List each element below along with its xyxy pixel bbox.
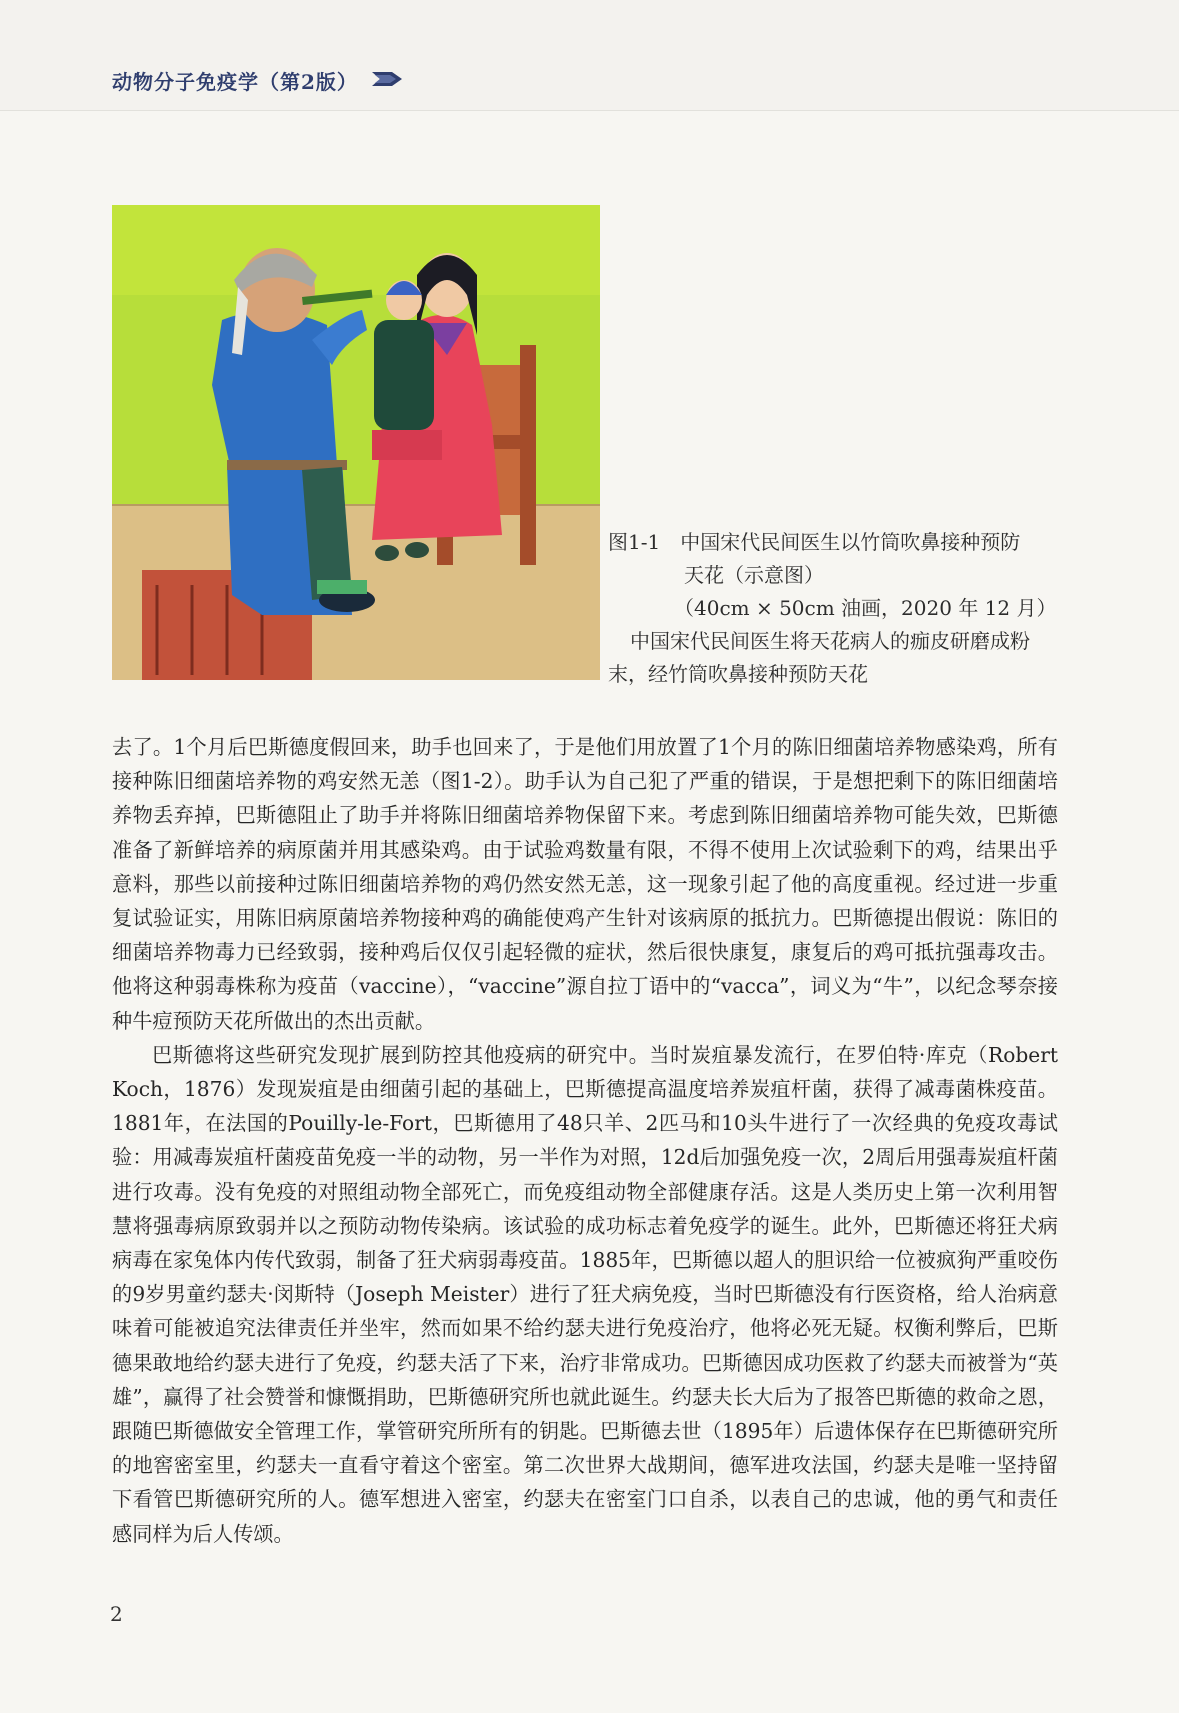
page-number: 2 (110, 1602, 123, 1626)
body-paragraph-1: 去了。1个月后巴斯德度假回来，助手也回来了，于是他们用放置了1个月的陈旧细菌培养物感染鸡，所有接种陈旧细菌培养物的鸡安然无恙（图1-2）。助手认为自己犯了严重的错误，于是想把剩下的陈旧细菌培养物丢弃掉，巴斯德阻止了助手并将陈旧细菌培养物保留下来。考虑到陈旧细菌培养物可能失效，巴斯德准备了新鲜培养的病原菌并用其感染鸡。由于试验鸡数量有限，不得不使用上次试验剩下的鸡，结果出乎意料，那些以前接种过陈旧细菌培养物的鸡仍然安然无恙，这一现象引起了他的高度重视。经过进一步重复试验证实，用陈旧病原菌培养物接种鸡的确能使鸡产生针对该病原的抵抗力。巴斯德提出假说：陈旧的细菌培养物毒力已经致弱，接种鸡后仅仅引起轻微的症状，然后很快康复，康复后的鸡可抵抗强毒攻击。他将这种弱毒株称为疫苗（vaccine），“vaccine”源自拉丁语中的“vacca”，词义为“牛”，以纪念琴奈接种牛痘预防天花所做出的杰出贡献。 (112, 735, 1058, 1033)
body-text (112, 730, 1058, 1551)
figure-painting (112, 205, 600, 680)
figure-number: 图1-1 (608, 530, 661, 554)
running-header (0, 0, 1179, 111)
caption-medium: （40cm × 50cm 油画，2020 年 12 月） (674, 596, 1057, 620)
caption-description-line2: 末，经竹筒吹鼻接种预防天花 (608, 662, 868, 686)
caption-description-line1: 中国宋代民间医生将天花病人的痂皮研磨成粉 (630, 629, 1030, 653)
caption-title-line1: 中国宋代民间医生以竹筒吹鼻接种预防 (680, 530, 1021, 554)
body-paragraph-2: 巴斯德将这些研究发现扩展到防控其他疫病的研究中。当时炭疽暴发流行，在罗伯特·库克（Robert Koch，1876）发现炭疽是由细菌引起的基础上，巴斯德提高温度培养炭疽杆菌，获得了减毒菌株疫苗。1881年，在法国的Pouilly-le-Fort，巴斯德用了48只羊、2匹马和10头牛进行了一次经典的免疫攻毒试验：用减毒炭疽杆菌疫苗免疫一半的动物，另一半作为对照，12d后加强免疫一次，2周后用强毒炭疽杆菌进行攻毒。没有免疫的对照组动物全部死亡，而免疫组动物全部健康存活。这是人类历史上第一次利用智慧将强毒病原致弱并以之预防动物传染病。该试验的成功标志着免疫学的诞生。此外，巴斯德还将狂犬病病毒在家兔体内传代致弱，制备了狂犬病弱毒疫苗。1885年，巴斯德以超人的胆识给一位被疯狗严重咬伤的9岁男童约瑟夫·闵斯特（Joseph Meister）进行了狂犬病免疫，当时巴斯德没有行医资格，给人治病意味着可能被追究法律责任并坐牢，然而如果不给约瑟夫进行免疫治疗，他将必死无疑。权衡利弊后，巴斯德果敢地给约瑟夫进行了免疫，约瑟夫活了下来，治疗非常成功。巴斯德因成功医救了约瑟夫而被誉为“英雄”，赢得了社会赞誉和慷慨捐助，巴斯德研究所也就此诞生。约瑟夫长大后为了报答巴斯德的救命之恩，跟随巴斯德做安全管理工作，掌管研究所所有的钥匙。巴斯德去世（1895年）后遗体保存在巴斯德研究所的地窖密室里，约瑟夫一直看守着这个密室。第二次世界大战期间，德军进攻法国，约瑟夫是唯一坚持留下看管巴斯德研究所的人。德军想进入密室，约瑟夫在密室门口自杀，以表自己的忠诚，他的勇气和责任感同样为后人传颂。 (112, 1042, 1058, 1546)
figure-caption (608, 526, 1068, 691)
book-title: 动物分子免疫学（第2版） (112, 70, 358, 94)
caption-title-line2: 天花（示意图） (684, 563, 824, 587)
chevron-right-icon (372, 72, 402, 86)
caption-title-row (608, 526, 1068, 559)
